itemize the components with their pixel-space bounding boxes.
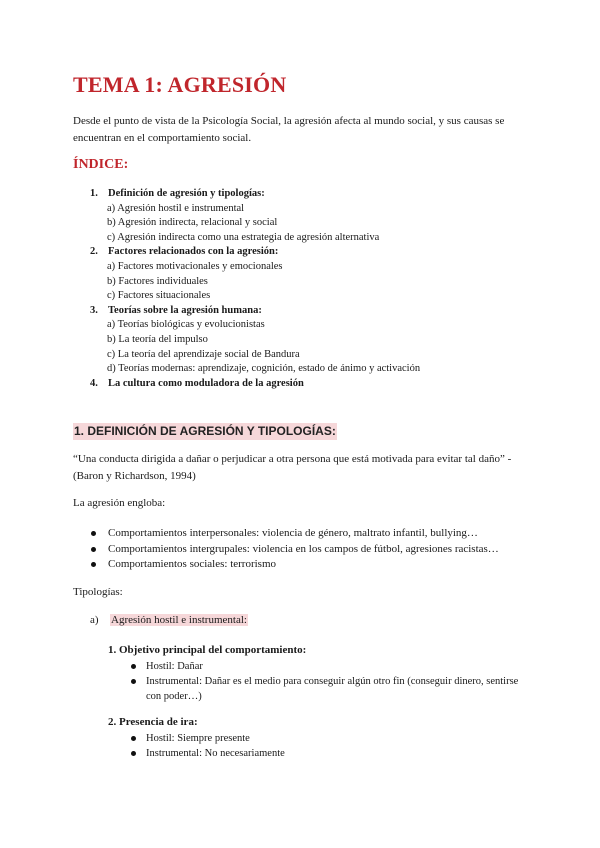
subsection-a-heading bbox=[90, 614, 248, 626]
toc-subentry: c) Factores situacionales bbox=[107, 290, 211, 302]
toc-entry-number: 1. bbox=[90, 188, 98, 199]
intro-paragraph: Desde el punto de vista de la Psicología Social, la agresión afecta al mundo social, y sus causas se encuentran en el comportamiento social. bbox=[73, 115, 505, 144]
toc-subentry: c) La teoría del aprendizaje social de Bandura bbox=[107, 348, 300, 360]
subsection-letter: a) bbox=[90, 614, 99, 626]
point-1-title: 1. Objetivo principal del comportamiento: bbox=[108, 644, 307, 656]
toc-entry-number: 4. bbox=[90, 377, 98, 389]
list-item: Instrumental: No necesariamente bbox=[130, 746, 530, 761]
engloba-list bbox=[90, 526, 499, 573]
list-item: Comportamientos intergrupales: violencia en los campos de fútbol, agresiones racistas… bbox=[90, 542, 499, 558]
toc-entry-number: 3. bbox=[90, 304, 98, 316]
page-title: TEMA 1: AGRESIÓN bbox=[73, 72, 287, 97]
toc-subentry: b) La teoría del impulso bbox=[107, 333, 208, 345]
toc-entry bbox=[0, 377, 600, 392]
list-item: Comportamientos sociales: terrorismo bbox=[90, 557, 499, 573]
index-heading: ÍNDICE: bbox=[73, 157, 129, 172]
definition-quote: “Una conducta dirigida a dañar o perjudicar a otra persona que está motivada para evitar tal daño” - (Baron y Richardson, 1994) bbox=[73, 453, 512, 482]
list-item: Hostil: Siempre presente bbox=[130, 731, 530, 746]
toc-entry-label: Teorías sobre la agresión humana: bbox=[108, 304, 262, 316]
engloba-label: La agresión engloba: bbox=[73, 497, 166, 509]
toc-subentry: b) Agresión indirecta, relacional y social bbox=[107, 217, 278, 229]
toc-subentry: a) Teorías biológicas y evolucionistas bbox=[107, 319, 265, 331]
toc-entry-label: Definición de agresión y tipologías: bbox=[108, 188, 265, 199]
tipologias-label: Tipologías: bbox=[73, 586, 123, 598]
list-item: Hostil: Dañar bbox=[130, 659, 530, 674]
point-1-list bbox=[130, 659, 530, 704]
point-2-title: 2. Presencia de ira: bbox=[108, 716, 198, 728]
toc-subentry: b) Factores individuales bbox=[107, 275, 208, 287]
list-item: Instrumental: Dañar es el medio para conseguir algún otro fin (conseguir dinero, sentirse con poder…) bbox=[130, 674, 530, 704]
toc-entry bbox=[0, 187, 600, 202]
toc-entry-label: La cultura como moduladora de la agresión bbox=[108, 377, 304, 389]
toc-entry bbox=[0, 245, 600, 260]
point-2-list bbox=[130, 731, 530, 761]
toc-subentry: a) Factores motivacionales y emocionales bbox=[107, 260, 283, 272]
toc-subentry: c) Agresión indirecta como una estrategia de agresión alternativa bbox=[107, 231, 380, 243]
toc-subentry: d) Teorías modernas: aprendizaje, cognición, estado de ánimo y activación bbox=[107, 363, 421, 375]
toc-entry-number: 2. bbox=[90, 246, 98, 258]
section-1-heading: 1. DEFINICIÓN DE AGRESIÓN Y TIPOLOGÍAS: bbox=[74, 424, 336, 438]
toc-entry-label: Factores relacionados con la agresión: bbox=[108, 246, 279, 258]
subsection-label: Agresión hostil e instrumental: bbox=[111, 614, 247, 626]
table-of-contents bbox=[0, 187, 600, 391]
list-item: Comportamientos interpersonales: violencia de género, maltrato infantil, bullying… bbox=[90, 526, 499, 542]
toc-entry bbox=[0, 304, 600, 319]
toc-subentry: a) Agresión hostil e instrumental bbox=[107, 202, 245, 214]
